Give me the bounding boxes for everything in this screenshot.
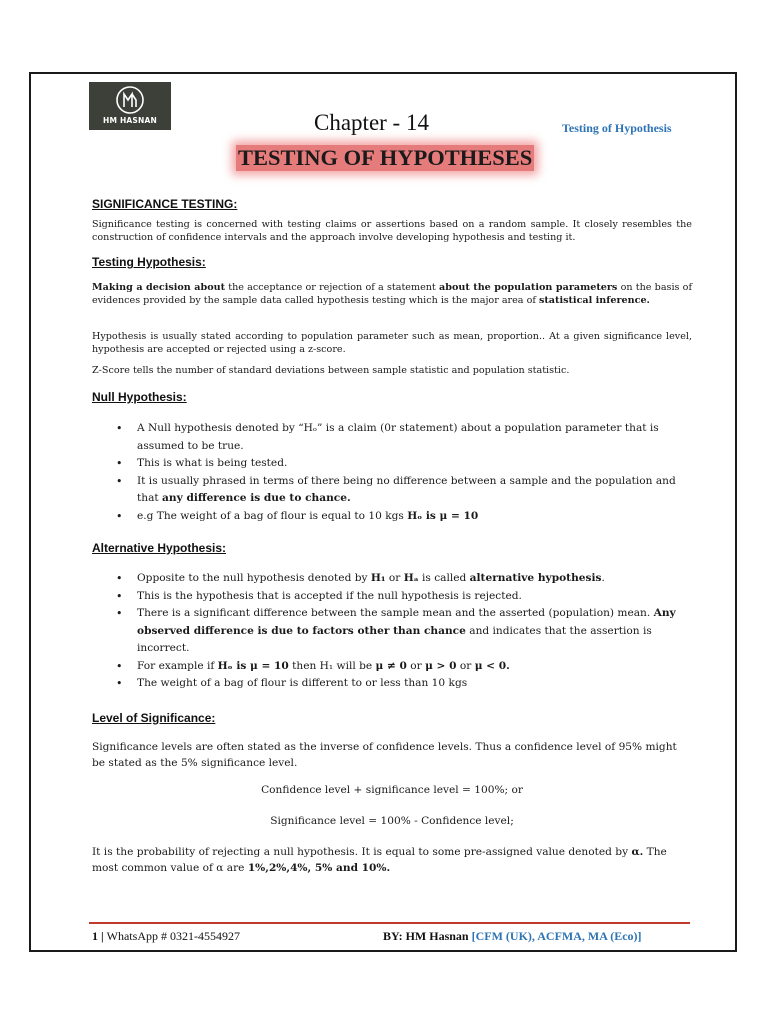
equation-significance-level: Significance level = 100% - Confidence level; <box>270 815 514 827</box>
footer-divider <box>89 922 690 924</box>
chapter-title: Chapter - 14 <box>314 110 429 135</box>
main-title: TESTING OF HYPOTHESES <box>238 145 533 170</box>
list-item: • The weight of a bag of flour is different to or less than 10 kgs <box>92 675 692 693</box>
list-item: • A Null hypothesis denoted by “Hₒ” is a claim (0r statement) about a population parameter that is assumed to be true. <box>92 420 692 455</box>
section-heading-alternative-hypothesis: Alternative Hypothesis: <box>92 541 227 555</box>
paragraph-significance-testing: Significance testing is concerned with testing claims or assertions based on a random sample. It closely resembles the construction of confidence intervals and the approach involve developing hypothesis and testing it. <box>92 219 692 243</box>
section-heading-testing-hypothesis: Testing Hypothesis: <box>92 255 206 269</box>
section-heading-significance-testing: SIGNIFICANCE TESTING: <box>92 197 238 211</box>
logo-text: HM HASNAN <box>103 116 157 125</box>
footer-author: BY: HM Hasnan [CFM (UK), ACFMA, MA (Eco)] <box>383 929 642 943</box>
section-heading-level-of-significance: Level of Significance: <box>92 711 216 725</box>
list-item: • It is usually phrased in terms of there being no difference between a sample and the population and that any difference is due to chance. <box>92 473 692 508</box>
paragraph-level-of-significance-1: Significance levels are often stated as the inverse of confidence levels. Thus a confidence level of 95% might be stated as the 5% significance level. <box>92 741 677 769</box>
list-item: • This is the hypothesis that is accepted if the null hypothesis is rejected. <box>92 588 692 606</box>
list-item: • There is a significant difference between the sample mean and the asserted (population) mean. Any observed difference is due to factors other than chance and indicates that the assertion is incorrect. <box>92 605 692 658</box>
section-heading-null-hypothesis: Null Hypothesis: <box>92 390 187 404</box>
list-item: • This is what is being tested. <box>92 455 692 473</box>
footer-page-info: 1 | WhatsApp # 0321-4554927 <box>92 929 240 943</box>
logo <box>89 82 171 130</box>
list-item: • e.g The weight of a bag of flour is equal to 10 kgs Hₒ is μ = 10 <box>92 508 692 526</box>
list-item: • Opposite to the null hypothesis denoted by H₁ or Hₐ is called alternative hypothesis. <box>92 570 692 588</box>
alternative-hypothesis-list <box>92 570 692 693</box>
paragraph-testing-hypothesis-1: Making a decision about the acceptance or rejection of a statement about the population parameters on the basis of evidences provided by the sample data called hypothesis testing which is the major area of statistical inference. <box>92 282 692 306</box>
list-item: • For example if Hₒ is μ = 10 then H₁ will be μ ≠ 0 or μ > 0 or μ < 0. <box>92 658 692 676</box>
author-credentials: [CFM (UK), ACFMA, MA (Eco)] <box>471 929 642 943</box>
page-number: 1 <box>92 929 98 943</box>
topic-label: Testing of Hypothesis <box>562 121 672 135</box>
paragraph-testing-hypothesis-2: Hypothesis is usually stated according to population parameter such as mean, proportion.. At a given significance level, hypothesis are accepted or rejected using a z-score. <box>92 331 692 355</box>
paragraph-testing-hypothesis-3: Z-Score tells the number of standard deviations between sample statistic and population statistic. <box>92 365 570 376</box>
whatsapp-contact: WhatsApp # 0321-4554927 <box>106 929 240 943</box>
equation-confidence-plus-significance: Confidence level + significance level = 100%; or <box>261 784 523 796</box>
hm-monogram-icon <box>115 85 145 115</box>
null-hypothesis-list <box>92 420 692 525</box>
paragraph-level-of-significance-2: It is the probability of rejecting a null hypothesis. It is equal to some pre-assigned value denoted by α. The most common value of α are 1%,2%,4%, 5% and 10%. <box>92 846 667 874</box>
